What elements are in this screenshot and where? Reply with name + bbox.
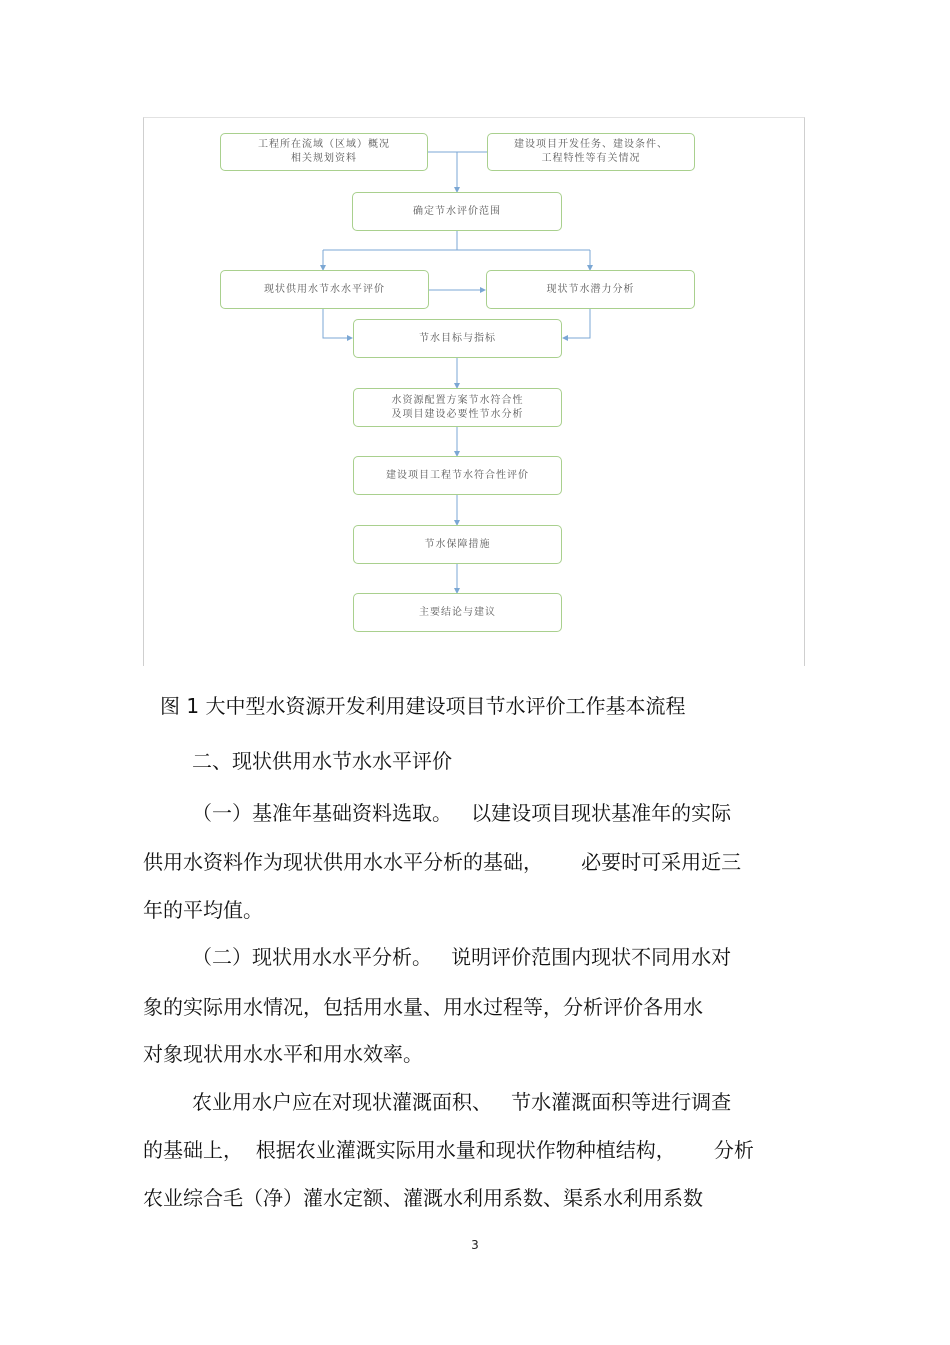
body-line-6: 对象现状用水水平和用水效率。: [143, 1042, 423, 1066]
node-conclusion-label: 主要结论与建议: [419, 606, 496, 618]
node-scope-label: 确定节水评价范围: [413, 205, 501, 217]
body-line-8: 的基础上， 根据农业灌溉实际用水量和现状作物种植结构， 分析: [143, 1138, 754, 1162]
page-number: 3: [471, 1238, 479, 1252]
node-basin-overview: [220, 133, 428, 171]
node-allocation: [353, 388, 562, 427]
body-line-2: 供用水资料作为现状供用水水平分析的基础， 必要时可采用近三: [143, 850, 742, 874]
body-line-3: 年的平均值。: [143, 898, 263, 922]
node-potential-label: 现状节水潜力分析: [546, 283, 635, 295]
body-line-7: 农业用水户应在对现状灌溉面积、 节水灌溉面积等进行调查: [192, 1090, 732, 1114]
section-heading: 二、现状供用水节水水平评价: [192, 749, 452, 773]
node-basin-overview-label: 工程所在流域（区域）概况 相关规划资料: [258, 139, 390, 164]
node-potential: [486, 270, 695, 309]
node-measures: [353, 525, 562, 564]
node-target: [353, 319, 562, 358]
node-scope: [352, 192, 562, 231]
body-line-1: （一）基准年基础资料选取。 以建设项目现状基准年的实际: [192, 801, 732, 825]
body-line-5: 象的实际用水情况，包括用水量、用水过程等，分析评价各用水: [143, 995, 703, 1019]
node-conclusion: [353, 593, 562, 632]
node-project-info: [487, 133, 695, 171]
node-compliance: [353, 456, 562, 495]
node-allocation-label: 水资源配置方案节水符合性 及项目建设必要性节水分析: [391, 394, 524, 420]
body-line-9: 农业综合毛（净）灌水定额、灌溉水利用系数、渠系水利用系数: [143, 1186, 703, 1210]
node-project-info-label: 建设项目开发任务、建设条件、 工程特性等有关情况: [514, 139, 668, 164]
figure-caption: 图 1 大中型水资源开发利用建设项目节水评价工作基本流程: [160, 694, 686, 718]
node-compliance-label: 建设项目工程节水符合性评价: [386, 469, 529, 481]
node-measures-label: 节水保障措施: [424, 538, 491, 550]
node-supply-eval-label: 现状供用水节水水平评价: [264, 283, 385, 295]
node-supply-eval: [220, 270, 429, 309]
body-line-4: （二）现状用水水平分析。 说明评价范围内现状不同用水对: [192, 945, 732, 969]
node-target-label: 节水目标与指标: [419, 332, 496, 344]
